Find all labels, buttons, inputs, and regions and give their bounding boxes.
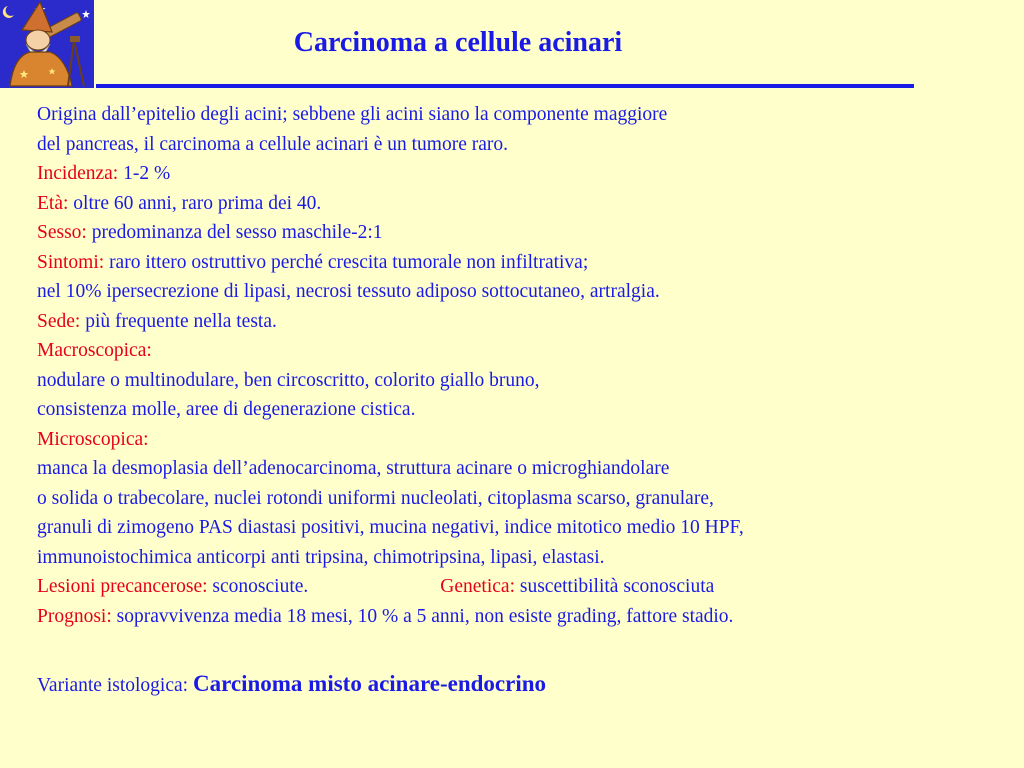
sintomi-value: raro ittero ostruttivo perché crescita tumorale non infiltrativa;	[104, 251, 589, 273]
sede-value: più frequente nella testa.	[80, 310, 277, 332]
microscopica-label: Microscopica:	[37, 428, 149, 450]
macroscopica-label: Macroscopica:	[37, 340, 152, 361]
title-underline	[96, 84, 914, 88]
lesioni-value: sconosciute.	[207, 576, 309, 597]
sede-label: Sede:	[37, 310, 81, 332]
microscopica-text-4: immunoistochimica anticorpi anti tripsina, chimotripsina, lipasi, elastasi.	[37, 546, 605, 568]
variant-value: Carcinoma misto acinare-endocrino	[192, 671, 547, 696]
eta-label: Età:	[37, 192, 69, 214]
variant-label: Variante istologica:	[37, 675, 193, 696]
macroscopica-line-2	[37, 395, 997, 425]
prognosi-label: Prognosi:	[37, 605, 112, 627]
incidenza-label: Incidenza:	[37, 163, 119, 184]
sesso-line	[37, 218, 997, 248]
sintomi-line	[37, 248, 997, 278]
prognosi-value: sopravvivenza media 18 mesi, 10 % a 5 anni, non esiste grading, fattore stadio.	[111, 605, 734, 627]
macroscopica-heading-line	[37, 336, 997, 366]
slide-body	[37, 100, 997, 631]
genetica-label: Genetica:	[440, 576, 515, 597]
incidenza-value: 1-2 %	[118, 163, 171, 184]
intro-text-2: del pancreas, il carcinoma a cellule acinari è un tumore raro.	[37, 133, 509, 155]
macroscopica-text-1: nodulare o multinodulare, ben circoscritto, colorito giallo bruno,	[37, 369, 540, 391]
sintomi-label: Sintomi:	[37, 251, 105, 273]
sede-line	[37, 307, 997, 337]
lesioni-label: Lesioni precancerose:	[37, 576, 208, 597]
sesso-label: Sesso:	[37, 222, 87, 243]
sesso-value: predominanza del sesso maschile-2:1	[86, 222, 383, 243]
genetica-value: suscettibilità sconosciuta	[515, 576, 715, 597]
sintomi-continuation-line	[37, 277, 997, 307]
microscopica-line-3	[37, 513, 997, 543]
microscopica-line-4	[37, 543, 997, 573]
lesioni-genetica-line	[37, 572, 997, 602]
variant-line	[37, 671, 546, 697]
microscopica-text-2: o solida o trabecolare, nuclei rotondi uniformi nucleolati, citoplasma scarso, granulare,	[37, 487, 714, 509]
microscopica-line-1	[37, 454, 997, 484]
page-title: Carcinoma a cellule acinari	[293, 27, 623, 58]
macroscopica-line-1	[37, 366, 997, 396]
incidenza-line	[37, 159, 997, 189]
eta-value: oltre 60 anni, raro prima dei 40.	[68, 192, 322, 214]
macroscopica-text-2: consistenza molle, aree di degenerazione cistica.	[37, 399, 416, 420]
sintomi-continuation: nel 10% ipersecrezione di lipasi, necrosi tessuto adiposo sottocutaneo, artralgia.	[37, 281, 660, 302]
microscopica-text-3: granuli di zimogeno PAS diastasi positivi, mucina negativi, indice mitotico medio 10 HPF,	[37, 517, 744, 538]
intro-line-2	[37, 130, 997, 160]
prognosi-line	[37, 602, 997, 632]
microscopica-heading-line	[37, 425, 997, 455]
microscopica-text-1: manca la desmoplasia dell’adenocarcinoma, struttura acinare o microghiandolare	[37, 458, 670, 479]
intro-text-1: Origina dall’epitelio degli acini; sebbene gli acini siano la componente maggiore	[37, 104, 668, 125]
eta-line	[37, 189, 997, 219]
microscopica-line-2	[37, 484, 997, 514]
intro-line-1	[37, 100, 997, 130]
